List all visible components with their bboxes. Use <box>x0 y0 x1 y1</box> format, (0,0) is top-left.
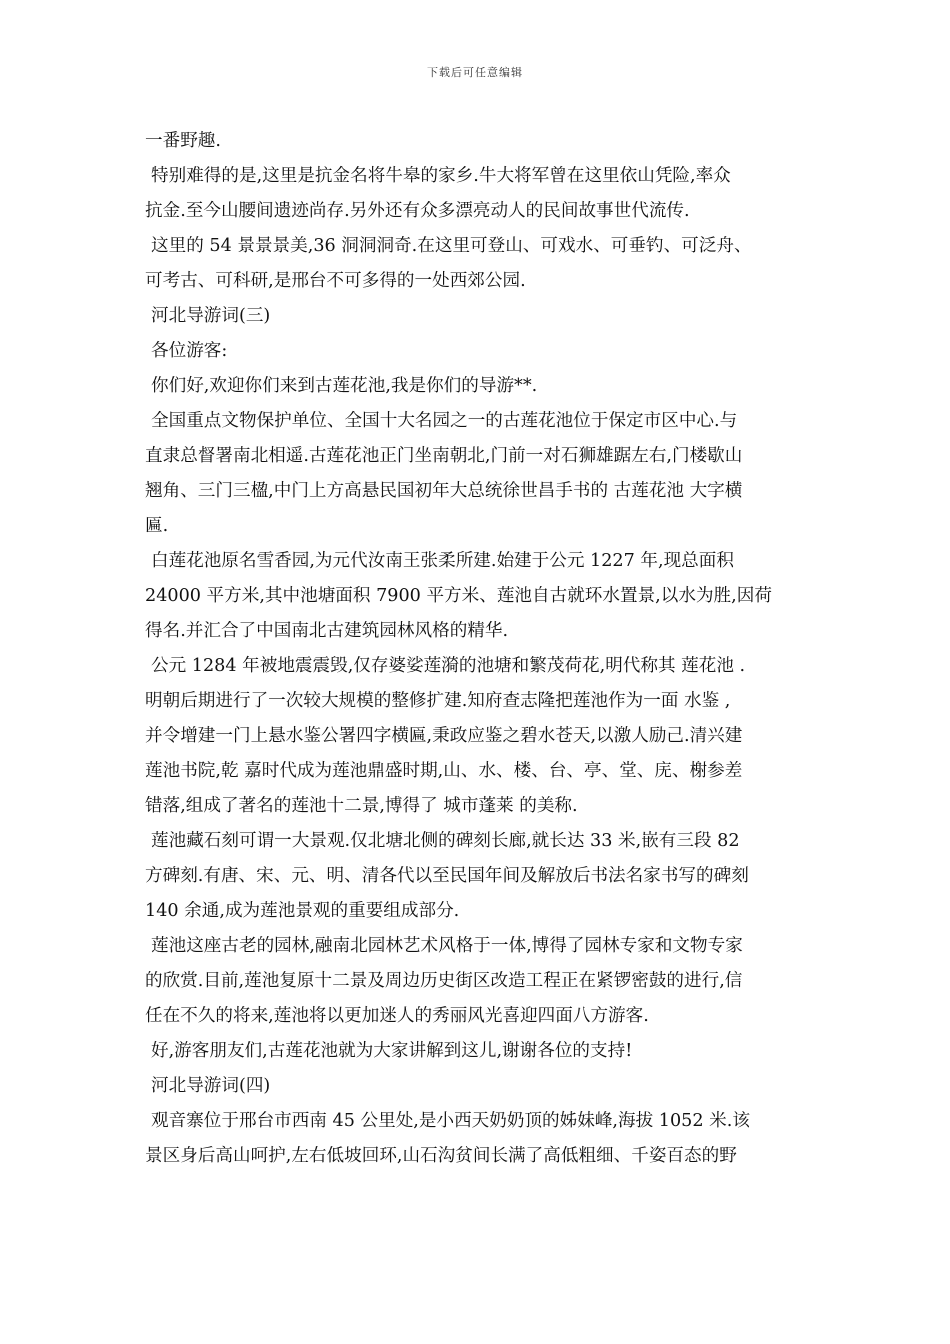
text-line: 莲池藏石刻可谓一大景观.仅北塘北侧的碑刻长廊,就长达 33 米,嵌有三段 82 <box>151 831 740 851</box>
text-line: 并令增建一门上悬水鉴公署四字横匾,秉政应鉴之碧水苍天,以激人励己.清兴建 <box>145 726 743 746</box>
text-line: 24000 平方米,其中池塘面积 7900 平方米、莲池自古就环水置景,以水为胜,因荷 <box>145 586 772 606</box>
text-line: 特别难得的是,这里是抗金名将牛皋的家乡.牛大将军曾在这里依山凭险,率众 <box>151 166 731 186</box>
text-line: 这里的 54 景景景美,36 洞洞洞奇.在这里可登山、可戏水、可垂钓、可泛舟、 <box>151 236 752 256</box>
text-line: 140 余通,成为莲池景观的重要组成部分. <box>145 901 460 921</box>
text-line: 匾. <box>145 516 169 536</box>
text-line: 可考古、可科研,是邢台不可多得的一处西郊公园. <box>145 271 526 291</box>
text-line: 一番野趣. <box>145 131 221 151</box>
text-line: 方碑刻.有唐、宋、元、明、清各代以至民国年间及解放后书法名家书写的碑刻 <box>145 866 749 886</box>
text-line: 好,游客朋友们,古莲花池就为大家讲解到这儿,谢谢各位的支持! <box>151 1041 633 1061</box>
text-line: 明朝后期进行了一次较大规模的整修扩建.知府查志隆把莲池作为一面 水鉴 , <box>145 691 731 711</box>
text-line: 直隶总督署南北相遥.古莲花池正门坐南朝北,门前一对石狮雄踞左右,门楼歇山 <box>145 446 743 466</box>
text-line: 各位游客: <box>151 341 228 361</box>
text-line: 河北导游词(四) <box>151 1076 271 1096</box>
page-header: 下载后可任意编辑 <box>427 66 523 79</box>
text-line: 你们好,欢迎你们来到古莲花池,我是你们的导游**. <box>151 376 538 396</box>
text-line: 白莲花池原名雪香园,为元代汝南王张柔所建.始建于公元 1227 年,现总面积 <box>151 551 734 571</box>
text-line: 的欣赏.目前,莲池复原十二景及周边历史街区改造工程正在紧锣密鼓的进行,信 <box>145 971 743 991</box>
text-line: 抗金.至今山腰间遗迹尚存.另外还有众多漂亮动人的民间故事世代流传. <box>145 201 690 221</box>
text-line: 莲池这座古老的园林,融南北园林艺术风格于一体,博得了园林专家和文物专家 <box>151 936 743 956</box>
text-line: 错落,组成了著名的莲池十二景,博得了 城市蓬莱 的美称. <box>145 796 578 816</box>
document-body <box>145 124 817 1174</box>
text-line: 观音寨位于邢台市西南 45 公里处,是小西天奶奶顶的姊妹峰,海拔 1052 米.该 <box>151 1111 750 1131</box>
text-line: 景区身后高山呵护,左右低坡回环,山石沟贫间长满了高低粗细、千姿百态的野 <box>145 1146 737 1166</box>
text-line: 得名.并汇合了中国南北古建筑园林风格的精华. <box>145 621 509 641</box>
text-line: 莲池书院,乾 嘉时代成为莲池鼎盛时期,山、水、楼、台、亭、堂、庑、榭参差 <box>145 761 743 781</box>
text-line: 翘角、三门三楹,中门上方高悬民国初年大总统徐世昌手书的 古莲花池 大字横 <box>145 481 743 501</box>
text-line: 任在不久的将来,莲池将以更加迷人的秀丽风光喜迎四面八方游客. <box>145 1006 649 1026</box>
text-line: 河北导游词(三) <box>151 306 271 326</box>
text-line: 全国重点文物保护单位、全国十大名园之一的古莲花池位于保定市区中心.与 <box>151 411 738 431</box>
text-line: 公元 1284 年被地震震毁,仅存婆娑莲漪的池塘和繁茂荷花,明代称其 莲花池 . <box>151 656 746 676</box>
